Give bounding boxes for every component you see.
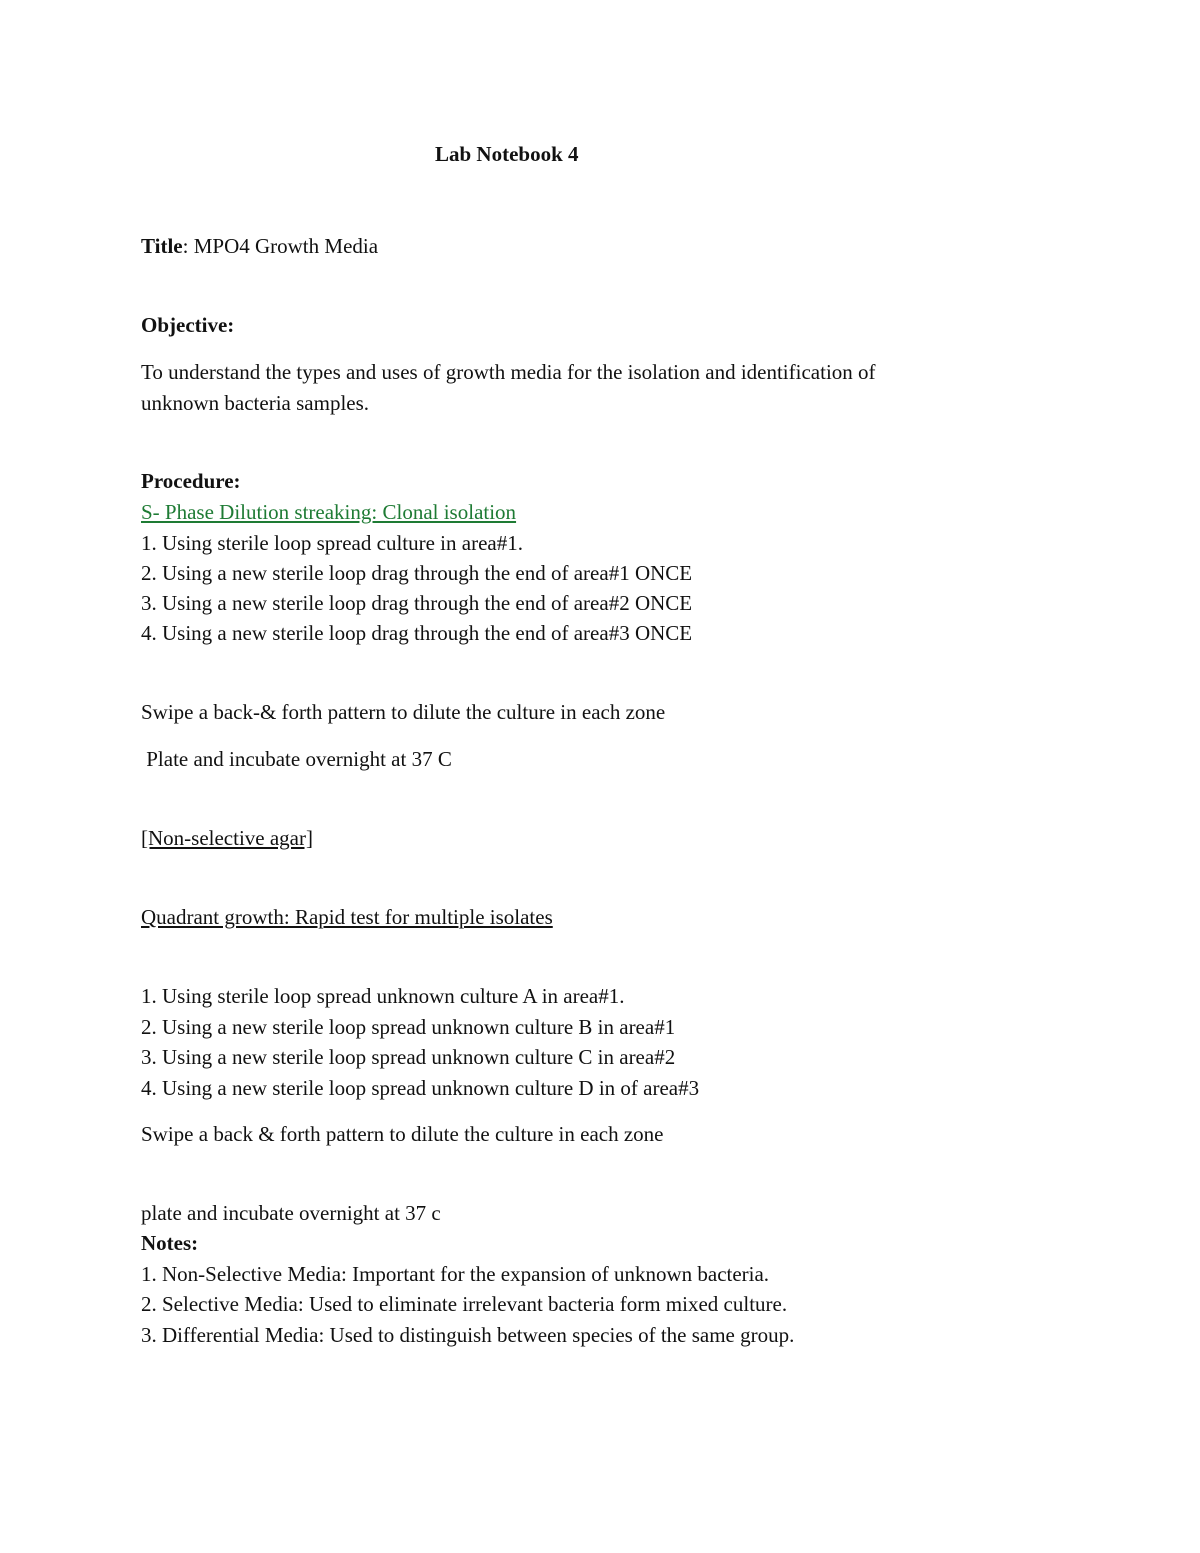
note-item: 2. Selective Media: Used to eliminate irrelevant bacteria form mixed culture. bbox=[141, 1292, 788, 1316]
swipe-instruction: Swipe a back-& forth pattern to dilute the culture in each zone bbox=[141, 700, 666, 724]
title-label: Title bbox=[141, 234, 183, 258]
procedure-step: 3. Using a new sterile loop spread unknown culture C in area#2 bbox=[141, 1045, 676, 1069]
section-heading-quadrant-growth: Quadrant growth: Rapid test for multiple isolates bbox=[141, 905, 553, 929]
objective-line-1: To understand the types and uses of growth media for the isolation and identification of bbox=[141, 360, 876, 384]
objective-heading: Objective: bbox=[141, 313, 235, 337]
non-selective-agar-label: [Non-selective agar] bbox=[141, 826, 313, 850]
plate-instruction: plate and incubate overnight at 37 c bbox=[141, 1201, 441, 1225]
title-separator: : bbox=[182, 234, 194, 258]
procedure-step: 3. Using a new sterile loop drag through the end of area#2 ONCE bbox=[141, 591, 693, 615]
procedure-step: 2. Using a new sterile loop drag through the end of area#1 ONCE bbox=[141, 561, 693, 585]
swipe-instruction: Swipe a back & forth pattern to dilute the culture in each zone bbox=[141, 1122, 664, 1146]
procedure-step: 4. Using a new sterile loop drag through the end of area#3 ONCE bbox=[141, 621, 693, 645]
section-heading-dilution-streaking: S- Phase Dilution streaking: Clonal isolation bbox=[141, 500, 517, 524]
procedure-step: 1. Using sterile loop spread culture in area#1. bbox=[141, 531, 523, 555]
title-line bbox=[141, 233, 378, 259]
note-item: 1. Non-Selective Media: Important for the expansion of unknown bacteria. bbox=[141, 1262, 770, 1286]
procedure-heading: Procedure: bbox=[141, 469, 241, 493]
note-item: 3. Differential Media: Used to distinguish between species of the same group. bbox=[141, 1323, 795, 1347]
notes-heading: Notes: bbox=[141, 1231, 199, 1255]
procedure-step: 1. Using sterile loop spread unknown culture A in area#1. bbox=[141, 984, 625, 1008]
objective-line-2: unknown bacteria samples. bbox=[141, 391, 370, 415]
title-value: MPO4 Growth Media bbox=[193, 234, 379, 258]
procedure-step: 2. Using a new sterile loop spread unknown culture B in area#1 bbox=[141, 1015, 676, 1039]
procedure-step: 4. Using a new sterile loop spread unknown culture D in of area#3 bbox=[141, 1076, 700, 1100]
page-title: Lab Notebook 4 bbox=[435, 142, 579, 166]
plate-instruction: Plate and incubate overnight at 37 C bbox=[141, 747, 452, 771]
